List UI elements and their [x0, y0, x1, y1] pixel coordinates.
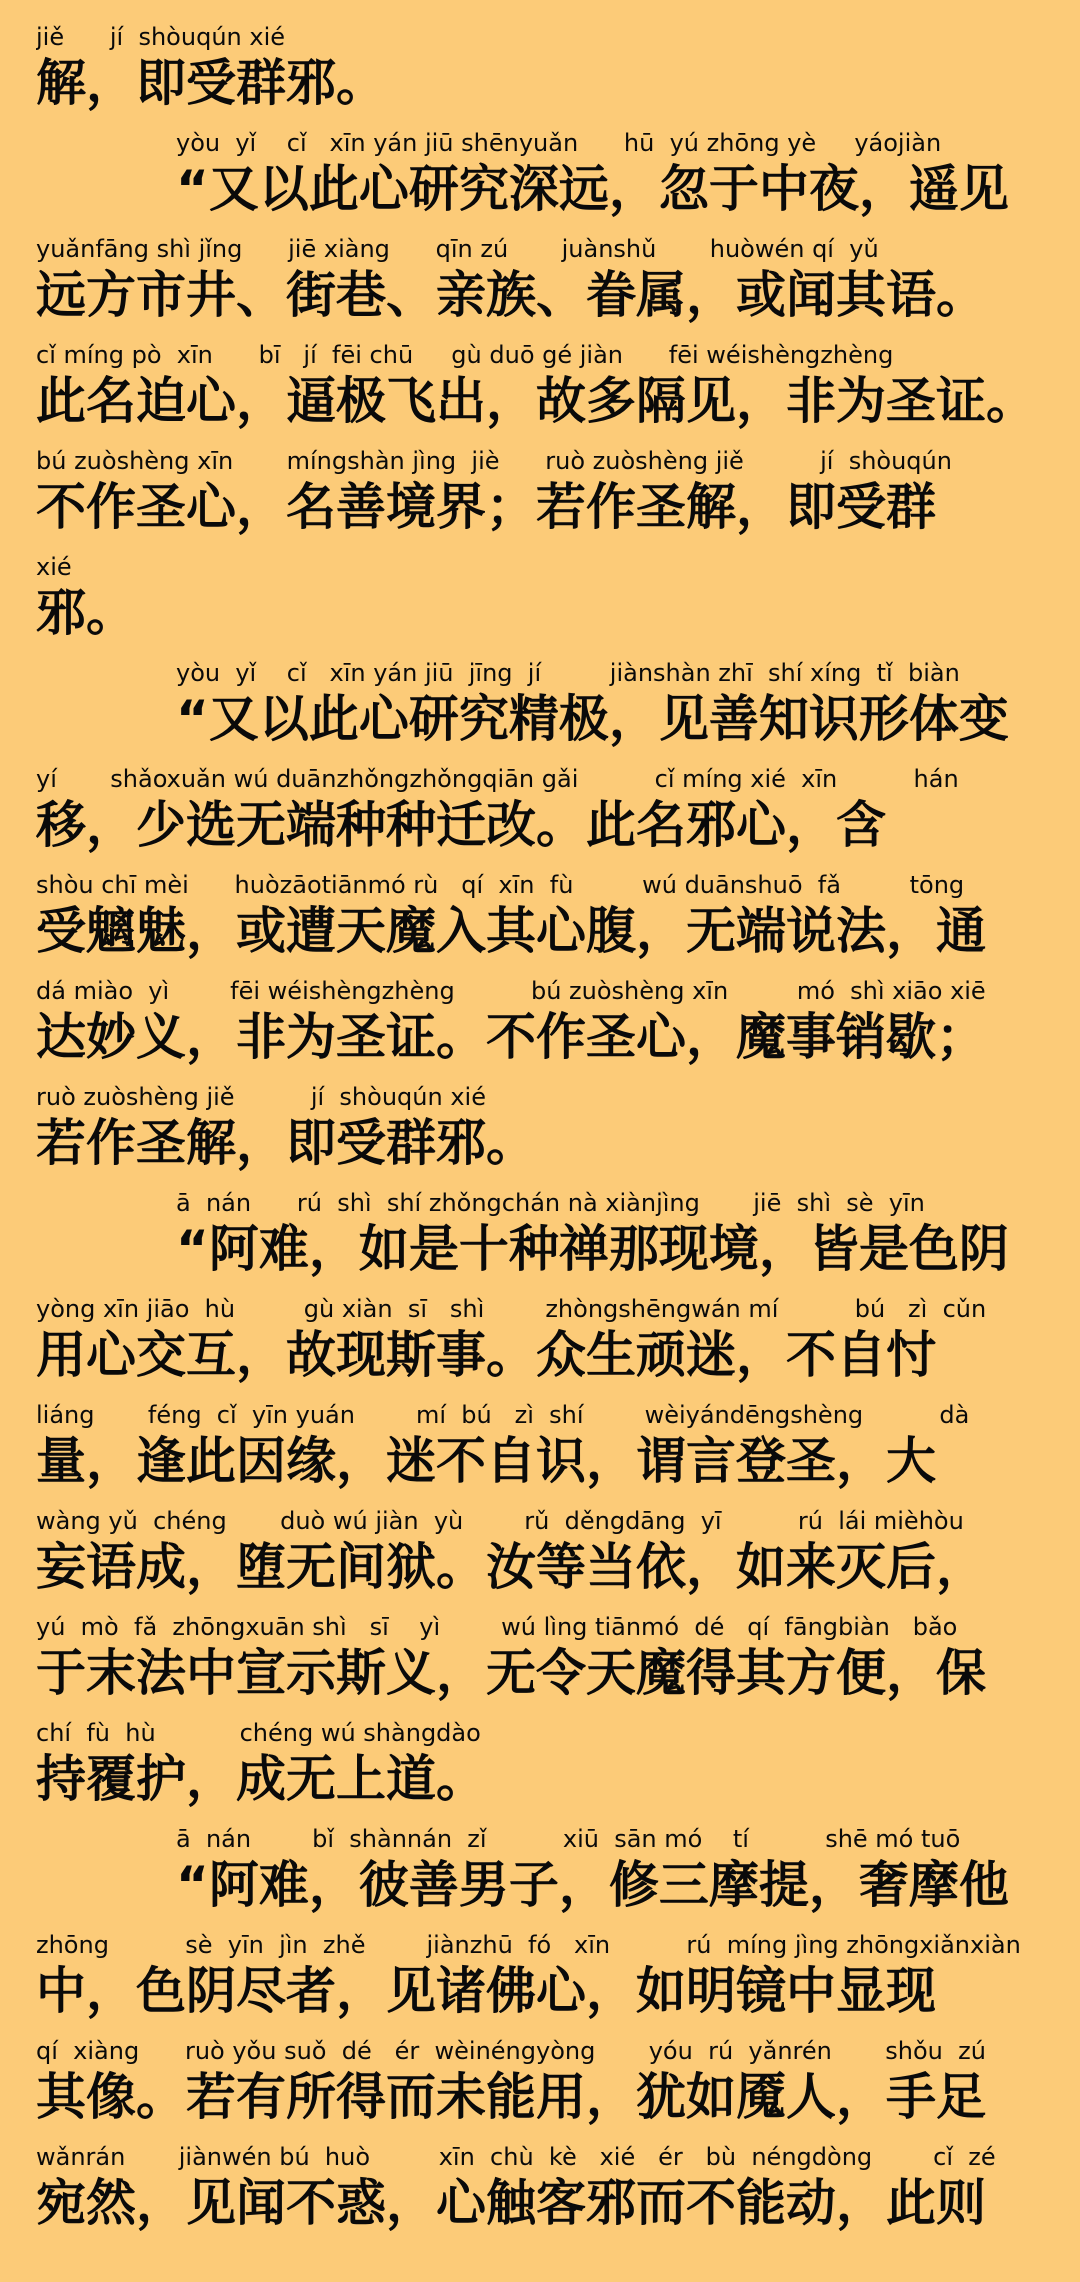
text-line [0, 1294, 1080, 1398]
hanzi-row: 不作圣心，名善境界；若作圣解，即受群 [36, 478, 936, 536]
text-line [0, 1506, 1080, 1610]
pinyin-row: xié [36, 553, 72, 581]
pinyin-row: yòu yǐ cǐ xīn yán jiū shēnyuǎn hū yú zhōng yè yáojiàn [176, 129, 942, 157]
text-line [0, 1718, 1080, 1822]
text-line [0, 870, 1080, 974]
text-line [0, 22, 1080, 126]
text-line [0, 1400, 1080, 1504]
hanzi-row: 解，即受群邪。 [36, 54, 386, 112]
pinyin-row: yuǎnfāng shì jǐng jiē xiàng qīn zú juànshǔ huòwén qí yǔ [36, 235, 879, 263]
text-line [0, 1930, 1080, 2034]
text-line [0, 1612, 1080, 1716]
hanzi-row: 邪。 [36, 584, 136, 642]
text-line [0, 446, 1080, 550]
pinyin-row: yòng xīn jiāo hù gù xiàn sī shì zhòngshēngwán mí bú zì cǔn [36, 1295, 987, 1323]
pinyin-row: shòu chī mèi huòzāotiānmó rù qí xīn fù wú duānshuō fǎ tōng [36, 871, 965, 899]
text-line [0, 234, 1080, 338]
pinyin-row: ruò zuòshèng jiě jí shòuqún xié [36, 1083, 486, 1111]
text-line [0, 2036, 1080, 2140]
text-line [0, 128, 1080, 232]
text-line [0, 658, 1080, 762]
pinyin-row: yòu yǐ cǐ xīn yán jiū jīng jí jiànshàn zhī shí xíng tǐ biàn [176, 659, 960, 687]
pinyin-row: wǎnrán jiànwén bú huò xīn chù kè xié ér bù néngdòng cǐ zé [36, 2143, 996, 2171]
hanzi-row: 宛然，见闻不惑，心触客邪而不能动，此则 [36, 2174, 986, 2232]
pinyin-row: liáng féng cǐ yīn yuán mí bú zì shí wèiyándēngshèng dà [36, 1401, 970, 1429]
hanzi-row: 用心交互，故现斯事。众生顽迷，不自忖 [36, 1326, 936, 1384]
hanzi-row: 其像。若有所得而未能用，犹如魇人，手足 [36, 2068, 986, 2126]
hanzi-row: 远方市井、街巷、亲族、眷属，或闻其语。 [36, 266, 986, 324]
hanzi-row: 此名迫心，逼极飞出，故多隔见，非为圣证。 [36, 372, 1036, 430]
pinyin-row: ā nán bǐ shànnán zǐ xiū sān mó tí shē mó tuō [176, 1825, 961, 1853]
hanzi-row: “又以此心研究精极，见善知识形体变 [176, 690, 1009, 748]
pinyin-row: qí xiàng ruò yǒu suǒ dé ér wèinéngyòng yóu rú yǎnrén shǒu zú [36, 2037, 986, 2065]
hanzi-row: 移，少选无端种种迁改。此名邪心，含 [36, 796, 886, 854]
text-line [0, 552, 1080, 656]
hanzi-row: 持覆护，成无上道。 [36, 1750, 486, 1808]
pinyin-row: yú mò fǎ zhōngxuān shì sī yì wú lìng tiānmó dé qí fāngbiàn bǎo [36, 1613, 958, 1641]
hanzi-row: 量，逢此因缘，迷不自识，谓言登圣，大 [36, 1432, 936, 1490]
hanzi-row: “阿难，彼善男子，修三摩提，奢摩他 [176, 1856, 1009, 1914]
hanzi-row: 达妙义，非为圣证。不作圣心，魔事销歇； [36, 1008, 986, 1066]
pinyin-row: yí shǎoxuǎn wú duānzhǒngzhǒngqiān gǎi cǐ míng xié xīn hán [36, 765, 959, 793]
text-line [0, 1082, 1080, 1186]
pinyin-row: zhōng sè yīn jìn zhě jiànzhū fó xīn rú míng jìng zhōngxiǎnxiàn [36, 1931, 1021, 1959]
hanzi-row: “阿难，如是十种禅那现境，皆是色阴 [176, 1220, 1009, 1278]
text-line [0, 1824, 1080, 1928]
text-line [0, 2142, 1080, 2246]
hanzi-row: 妄语成，堕无间狱。汝等当依，如来灭后， [36, 1538, 986, 1596]
text-line [0, 976, 1080, 1080]
pinyin-row: dá miào yì fēi wéishèngzhèng bú zuòshèng xīn mó shì xiāo xiē [36, 977, 986, 1005]
hanzi-row: 受魑魅，或遭天魔入其心腹，无端说法，通 [36, 902, 986, 960]
pinyin-row: bú zuòshèng xīn míngshàn jìng jiè ruò zuòshèng jiě jí shòuqún [36, 447, 952, 475]
pinyin-row: chí fù hù chéng wú shàngdào [36, 1719, 481, 1747]
pinyin-row: ā nán rú shì shí zhǒngchán nà xiànjìng jiē shì sè yīn [176, 1189, 925, 1217]
hanzi-row: 于末法中宣示斯义，无令天魔得其方便，保 [36, 1644, 986, 1702]
text-line [0, 764, 1080, 868]
hanzi-row: 若作圣解，即受群邪。 [36, 1114, 536, 1172]
pinyin-row: wàng yǔ chéng duò wú jiàn yù rǔ děngdāng yī rú lái mièhòu [36, 1507, 964, 1535]
hanzi-row: 中，色阴尽者，见诸佛心，如明镜中显现 [36, 1962, 936, 2020]
pinyin-row: jiě jí shòuqún xié [36, 23, 285, 51]
hanzi-row: “又以此心研究深远，忽于中夜，遥见 [176, 160, 1009, 218]
text-line [0, 340, 1080, 444]
pinyin-row: cǐ míng pò xīn bī jí fēi chū gù duō gé jiàn fēi wéishèngzhèng [36, 341, 894, 369]
text-line [0, 1188, 1080, 1292]
